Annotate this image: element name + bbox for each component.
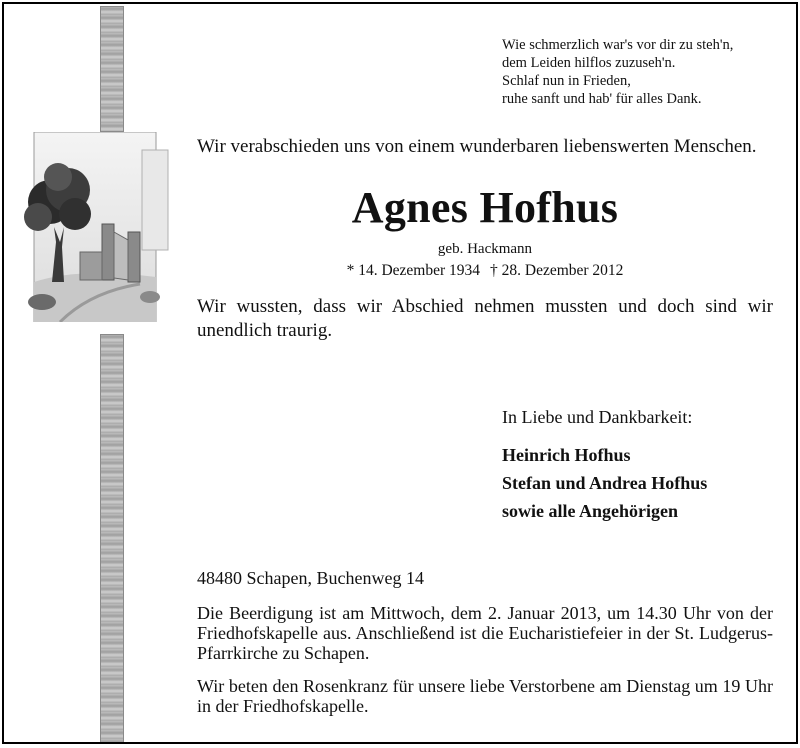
- address: 48480 Schapen, Buchenweg 14: [197, 568, 424, 588]
- deceased-name: Agnes Hofhus: [351, 183, 619, 232]
- intro-text: Wir verabschieden uns von einem wunderbaren liebenswerten Menschen.: [197, 136, 757, 157]
- decorative-strip-top: [100, 6, 124, 132]
- birth-date: * 14. Dezember 1934: [346, 262, 480, 279]
- life-dates: [197, 261, 773, 281]
- poem-line: dem Leiden hilflos zuzuseh'n.: [502, 55, 676, 71]
- mourner-name: Stefan und Andrea Hofhus: [502, 473, 708, 493]
- mourner-name: sowie alle Angehörigen: [502, 501, 678, 521]
- rosary-details: Wir beten den Rosenkranz für unsere liebe Verstorbene am Dienstag um 19 Uhr in der Friedhofskapelle.: [197, 676, 773, 716]
- poem-line: ruhe sanft und hab' für alles Dank.: [502, 91, 702, 107]
- thanks-label: In Liebe und Dankbarkeit:: [502, 407, 693, 427]
- maiden-name: geb. Hackmann: [437, 241, 533, 257]
- poem-line: Schlaf nun in Frieden,: [502, 73, 631, 89]
- mourners-list: [502, 441, 782, 525]
- mourner-name: Heinrich Hofhus: [502, 445, 631, 465]
- funeral-details: Die Beerdigung ist am Mittwoch, dem 2. Januar 2013, um 14.30 Uhr von der Friedhofskapelle aus. Anschließend ist die Eucharistiefeier in der St. Ludgerus-Pfarrkirche zu Schapen.: [197, 603, 773, 663]
- obituary-notice: [2, 2, 798, 744]
- tree-gate-illustration: [20, 132, 170, 322]
- poem-line: Wie schmerzlich war's vor dir zu steh'n,: [502, 37, 734, 53]
- death-date: † 28. Dezember 2012: [490, 262, 624, 279]
- poem: [502, 36, 782, 108]
- farewell-text: Wir wussten, dass wir Abschied nehmen mussten und doch sind wir unendlich traurig.: [197, 296, 773, 341]
- decorative-strip-bottom: [100, 334, 124, 744]
